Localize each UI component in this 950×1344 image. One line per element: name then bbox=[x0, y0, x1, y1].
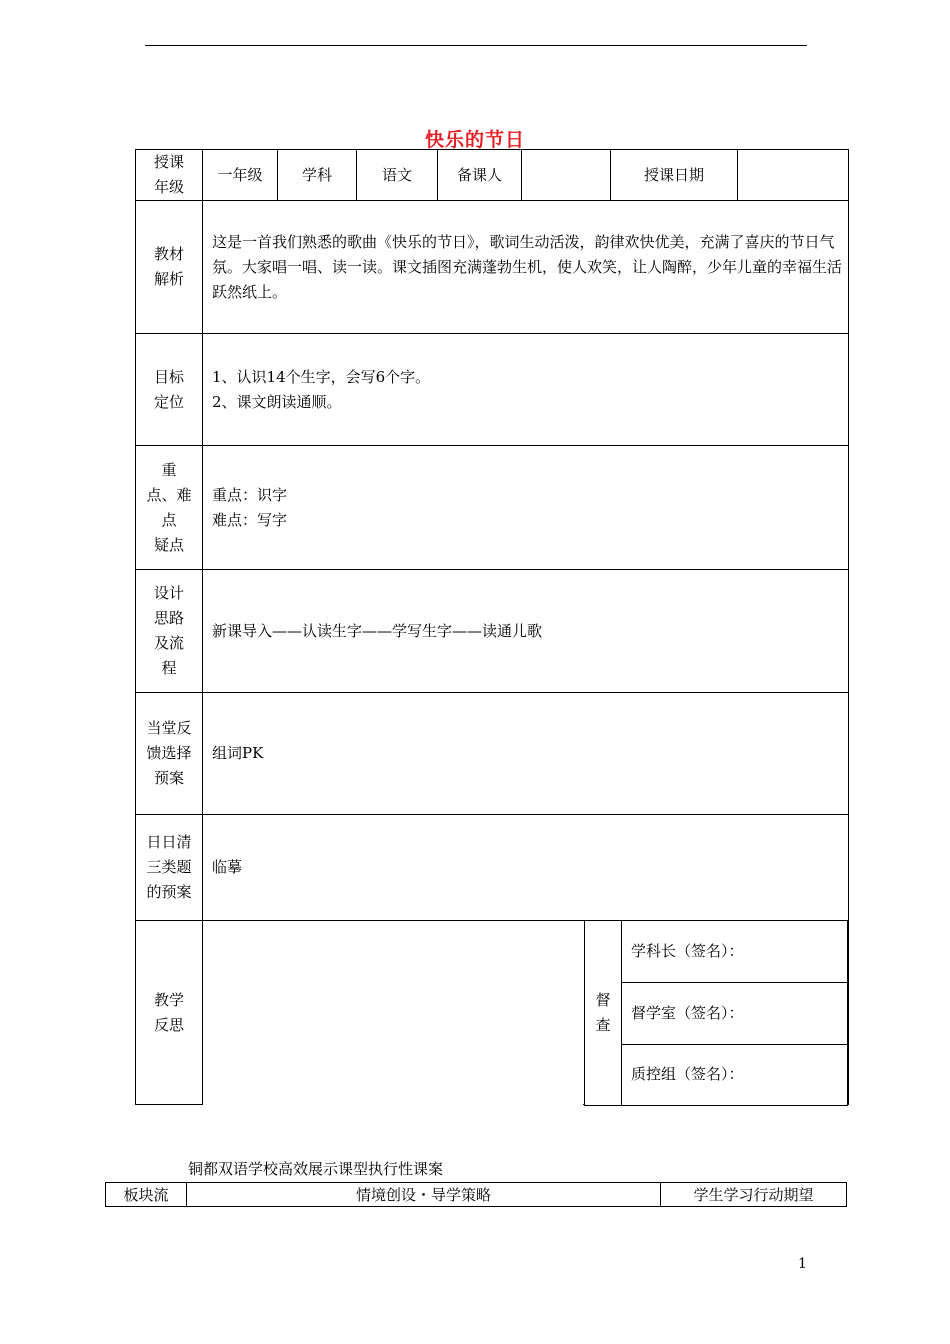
grade-value: 一年级 bbox=[203, 150, 278, 201]
signature-subject-head: 学科长（签名）： bbox=[622, 921, 848, 983]
subject-label: 学科 bbox=[278, 150, 357, 201]
row-label: 教材 解析 bbox=[136, 201, 203, 334]
page-number: 1 bbox=[798, 1256, 807, 1272]
footer-col-strategy: 情境创设・导学策略 bbox=[187, 1183, 661, 1207]
daily-clear-content: 临摹 bbox=[203, 815, 849, 921]
row-label: 当堂反 馈选择 预案 bbox=[136, 693, 203, 815]
row-label: 设计 思路 及流 程 bbox=[136, 570, 203, 693]
footer-table bbox=[105, 1182, 847, 1207]
signature-table bbox=[621, 920, 848, 1106]
signature-supervision-office: 督学室（签名）： bbox=[622, 983, 848, 1044]
reflection-blank bbox=[203, 921, 583, 1105]
row-label: 重 点、难 点 疑点 bbox=[136, 446, 203, 570]
design-flow-content: 新课导入——认读生字——学写生字——读通儿歌 bbox=[203, 570, 849, 693]
supervise-label-cell: 督 查 bbox=[585, 921, 622, 1106]
grade-label: 授课 年级 bbox=[136, 150, 203, 201]
feedback-plan-content: 组词PK bbox=[203, 693, 849, 815]
header-rule bbox=[145, 45, 807, 46]
key-points-content: 重点：识字 难点：写字 bbox=[203, 446, 849, 570]
objectives-content: 1、认识14个生字，会写6个字。 2、课文朗读通顺。 bbox=[203, 334, 849, 446]
supervise-column bbox=[584, 920, 622, 1106]
date-value bbox=[738, 150, 849, 201]
footer-col-expectation: 学生学习行动期望 bbox=[661, 1183, 847, 1207]
date-label: 授课日期 bbox=[611, 150, 738, 201]
row-label: 日日清 三类题 的预案 bbox=[136, 815, 203, 921]
subject-value: 语文 bbox=[357, 150, 438, 201]
preparer-label: 备课人 bbox=[438, 150, 522, 201]
row-label: 目标 定位 bbox=[136, 334, 203, 446]
document-title: 快乐的节日 bbox=[424, 129, 525, 151]
reflection-label: 教学 反思 bbox=[136, 921, 203, 1105]
textbook-analysis-content: 这是一首我们熟悉的歌曲《快乐的节日》，歌词生动活泼，韵律欢快优美，充满了喜庆的节日气氛。大家唱一唱、读一读。课文插图充满蓬勃生机，使人欢笑，让人陶醉，少年儿童的幸福生活跃然纸上。 bbox=[203, 201, 849, 334]
signature-quality-control: 质控组（签名）： bbox=[622, 1044, 848, 1105]
footer-col-section: 板块流 bbox=[106, 1183, 187, 1207]
preparer-value bbox=[522, 150, 611, 201]
school-title: 铜都双语学校高效展示课型执行性课案 bbox=[188, 1160, 444, 1178]
